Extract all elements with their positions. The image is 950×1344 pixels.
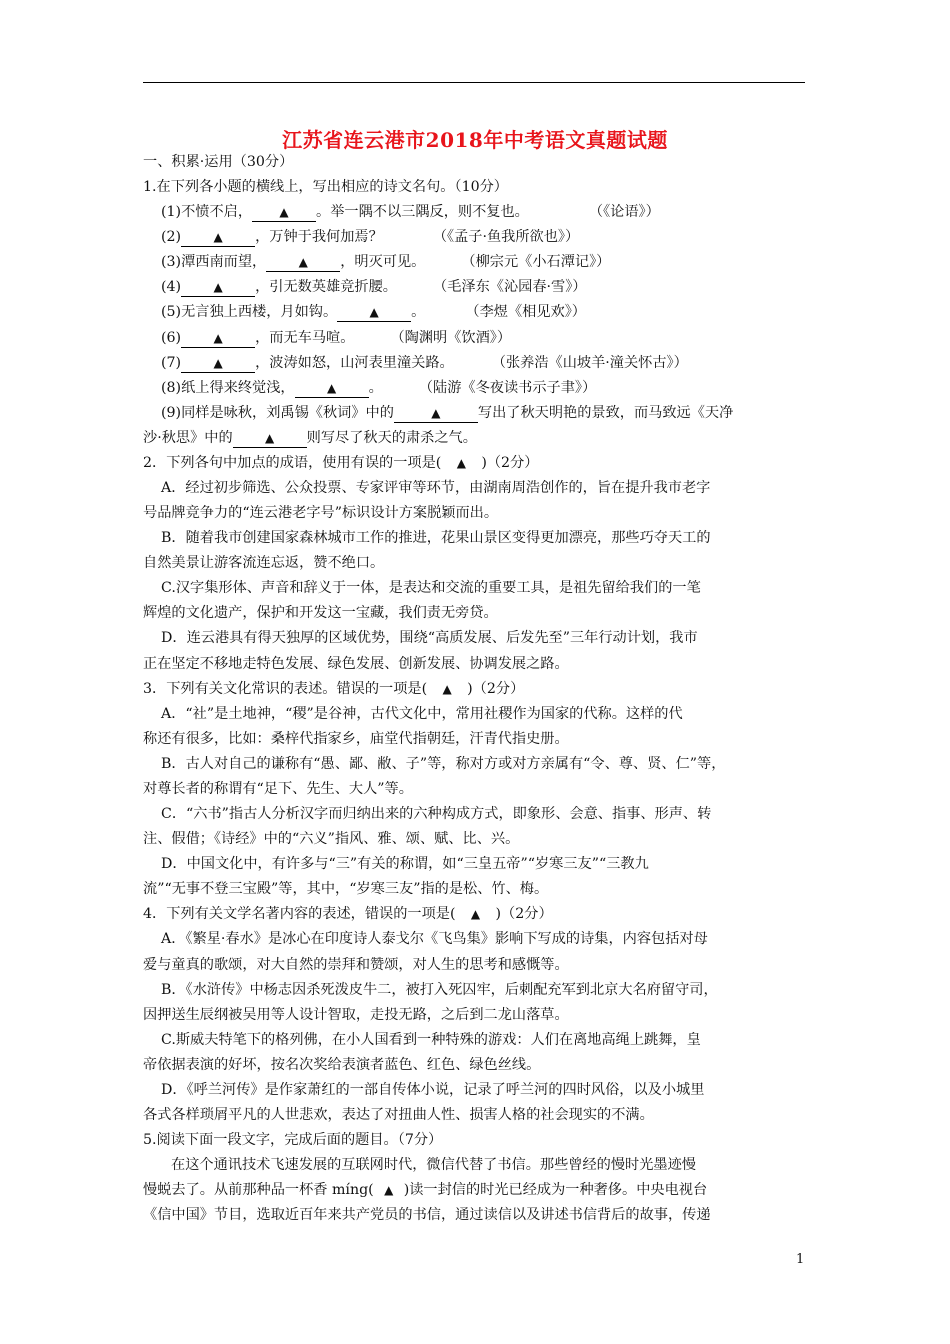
q3-option-a: A．“社”是土地神，“稷”是谷神，古代文化中，常用社稷作为国家的代称。这样的代 bbox=[161, 705, 683, 722]
q4-option-d: D．《呼兰河传》是作家萧红的一部自传体小说，记录了呼兰河的四时风俗，以及小城里 bbox=[161, 1081, 705, 1098]
q2-option-d: D．连云港具有得天独厚的区域优势，围绕“高质发展、后发先至”三年行动计划，我市 bbox=[161, 630, 698, 647]
q3-option-b: B．古人对自己的谦称有“愚、鄙、敝、子”等，称对方或对方亲属有“令、尊、贤、仁”等， bbox=[161, 755, 726, 772]
q1-item-5: (5)无言独上西楼，月如钩。 ▲ 。 （李煜《相见欢》） bbox=[161, 304, 586, 321]
q3-option-d-cont: 流”“无事不登三宝殿”等，其中，“岁寒三友”指的是松、竹、梅。 bbox=[143, 881, 549, 898]
q2-option-b-cont: 自然美景让游客流连忘返，赞不绝口。 bbox=[143, 555, 385, 572]
question-1-stem: 1.在下列各小题的横线上，写出相应的诗文名句。（10分） bbox=[143, 179, 508, 196]
q1-item-1: (1)不愤不启， ▲ 。举一隅不以三隅反，则不复也。 （《论语》） bbox=[161, 204, 660, 221]
page-title: 江苏省连云港市2018年中考语文真题试题 bbox=[282, 128, 668, 152]
q2-option-c: C.汉字集形体、声音和辞义于一体，是表达和交流的重要工具，是祖先留给我们的一笔 bbox=[161, 580, 701, 597]
q3-option-c-cont: 注、假借；《诗经》中的“六义”指风、雅、颂、赋、比、兴。 bbox=[143, 831, 520, 848]
answer-marker: ▲ bbox=[442, 681, 452, 696]
answer-blank: ▲ bbox=[266, 253, 340, 272]
q3-option-d: D．中国文化中，有许多与“三”有关的称谓，如“三皇五帝”“岁寒三友”“三教九 bbox=[161, 856, 649, 873]
answer-blank: ▲ bbox=[181, 354, 255, 373]
q1-item-3: (3)潭西南而望， ▲ ，明灭可见。 （柳宗元《小石潭记》） bbox=[161, 254, 611, 271]
q3-option-a-cont: 称还有很多，比如：桑梓代指家乡，庙堂代指朝廷，汗青代指史册。 bbox=[143, 730, 569, 747]
q2-option-a: A．经过初步筛选、公众投票、专家评审等环节，由湖南周浩创作的，旨在提升我市老字 bbox=[161, 480, 711, 497]
q4-option-a-cont: 爱与童真的歌颂，对大自然的崇拜和赞颂，对人生的思考和感慨等。 bbox=[143, 956, 569, 973]
q4-option-b: B．《水浒传》中杨志因杀死泼皮牛二，被打入死囚牢，后刺配充军到北京大名府留守司， bbox=[161, 981, 718, 998]
answer-blank: ▲ bbox=[181, 278, 255, 297]
page-number: 1 bbox=[796, 1252, 805, 1267]
q1-item-4: (4) ▲ ，引无数英雄竞折腰。 （毛泽东《沁园春·雪》） bbox=[161, 279, 587, 296]
q3-option-b-cont: 对尊长者的称谓有“足下、先生、大人”等。 bbox=[143, 780, 413, 797]
answer-blank: ▲ bbox=[394, 404, 478, 423]
q5-passage-line-1: 在这个通讯技术飞速发展的互联网时代，微信代替了书信。那些曾经的慢时光墨迹慢 bbox=[171, 1157, 696, 1174]
q2-option-a-cont: 号品牌竞争力的“连云港老字号”标识设计方案脱颖而出。 bbox=[143, 505, 499, 522]
q1-item-6: (6) ▲ ，而无车马喧。 （陶渊明《饮酒》） bbox=[161, 329, 512, 346]
q4-option-c: C.斯威夫特笔下的格列佛，在小人国看到一种特殊的游戏：人们在离地高绳上跳舞，皇 bbox=[161, 1031, 701, 1048]
q2-option-c-cont: 辉煌的文化遗产，保护和开发这一宝藏，我们责无旁贷。 bbox=[143, 605, 498, 622]
answer-blank: ▲ bbox=[295, 379, 369, 398]
question-2-stem: 2．下列各句中加点的成语，使用有误的一项是( ▲ )（2分） bbox=[143, 451, 807, 476]
question-4-stem: 4．下列有关文学名著内容的表述，错误的一项是( ▲ )（2分） bbox=[143, 902, 807, 927]
q1-item-9-continued: 沙·秋思》中的 ▲ 则写尽了秋天的肃杀之气。 bbox=[143, 429, 477, 446]
q2-option-d-cont: 正在坚定不移地走特色发展、绿色发展、创新发展、协调发展之路。 bbox=[143, 655, 569, 672]
exam-body bbox=[143, 150, 807, 1228]
q4-option-c-cont: 帝依据表演的好坏，按名次奖给表演者蓝色、红色、绿色丝线。 bbox=[143, 1056, 541, 1073]
q1-item-9: (9)同样是咏秋，刘禹锡《秋词》中的 ▲ 写出了秋天明艳的景致，而马致远《天净 bbox=[161, 404, 734, 421]
answer-marker: ▲ bbox=[456, 455, 466, 470]
section-heading: 一、积累·运用（30分） bbox=[143, 154, 294, 170]
answer-marker: ▲ bbox=[470, 907, 481, 922]
answer-blank: ▲ bbox=[252, 203, 316, 222]
q5-passage-line-2: 慢蜕去了。从前那种品一杯香 míng( ▲ )读一封信的时光已经成为一种奢侈。中央电视台 bbox=[143, 1178, 807, 1203]
q4-option-d-cont: 各式各样琐屑平凡的人世悲欢，表达了对扭曲人性、损害人格的社会现实的不满。 bbox=[143, 1106, 654, 1123]
q3-option-c: C．“六书”指古人分析汉字而归纳出来的六种构成方式，即象形、会意、指事、形声、转 bbox=[161, 806, 712, 823]
q1-item-2: (2) ▲ ，万钟于我何加焉？ （《孟子·鱼我所欲也》） bbox=[161, 229, 580, 246]
answer-blank: ▲ bbox=[233, 429, 307, 448]
answer-blank: ▲ bbox=[181, 329, 255, 348]
q4-option-a: A．《繁星·春水》是冰心在印度诗人泰戈尔《飞鸟集》影响下写成的诗集，内容包括对母 bbox=[161, 931, 708, 948]
q1-item-8: (8)纸上得来终觉浅， ▲ 。 （陆游《冬夜读书示子聿》） bbox=[161, 379, 597, 396]
question-3-stem: 3．下列有关文化常识的表述。错误的一项是( ▲ )（2分） bbox=[143, 677, 807, 702]
q5-passage-line-3: 《信中国》节目，选取近百年来共产党员的书信，通过读信以及讲述书信背后的故事，传递 bbox=[143, 1207, 711, 1224]
answer-blank: ▲ bbox=[337, 303, 411, 322]
question-5-stem: 5.阅读下面一段文字，完成后面的题目。（7分） bbox=[143, 1132, 443, 1149]
q2-option-b: B．随着我市创建国家森林城市工作的推进，花果山景区变得更加漂亮，那些巧夺天工的 bbox=[161, 530, 711, 547]
header-rule bbox=[143, 82, 805, 83]
q1-item-7: (7) ▲ ，波涛如怒，山河表里潼关路。 （张养浩《山坡羊·潼关怀古》） bbox=[161, 354, 688, 371]
answer-blank: ▲ bbox=[181, 228, 255, 247]
answer-marker: ▲ bbox=[384, 1183, 394, 1198]
q4-option-b-cont: 因押送生辰纲被吴用等人设计智取，走投无路，之后到二龙山落草。 bbox=[143, 1006, 569, 1023]
